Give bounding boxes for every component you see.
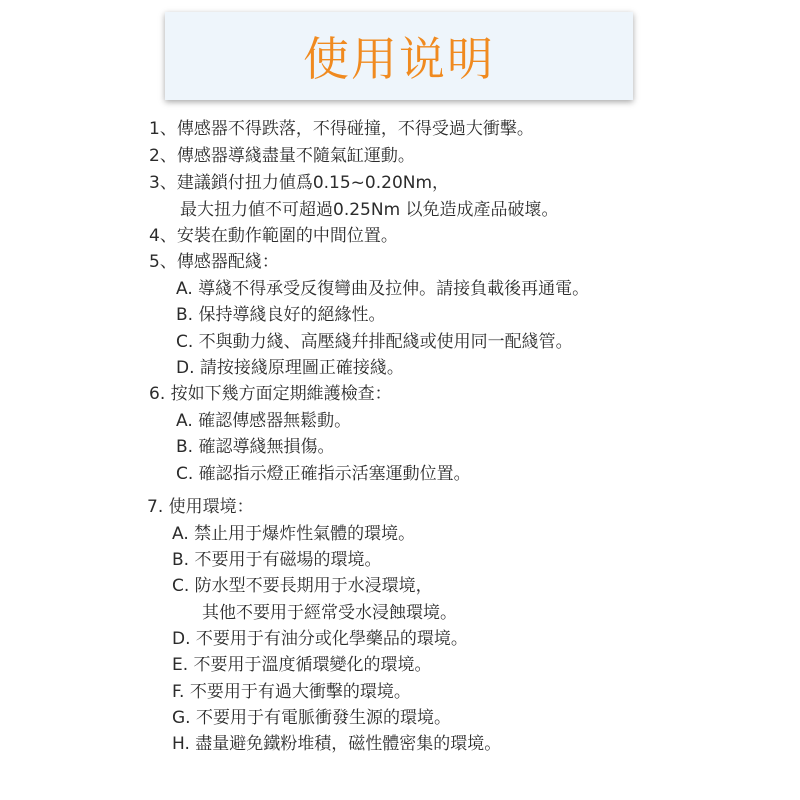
instruction-line: 6. 按如下幾方面定期維護檢查：: [149, 384, 392, 404]
instruction-line-continuation: 最大扭力値不可超過0.25Nm 以免造成產品破壞。: [180, 200, 559, 220]
sub-item-line-continuation: 其他不要用于經常受水浸蝕環境。: [202, 603, 457, 623]
instruction-line: 4、安裝在動作範圍的中間位置。: [149, 226, 398, 246]
sub-item-line: C. 不與動力綫、高壓綫幷排配綫或使用同一配綫管。: [176, 332, 573, 352]
sub-item-line: C. 確認指示燈正確指示活塞運動位置。: [176, 464, 471, 484]
title-banner: [165, 12, 633, 100]
instruction-line: 1、傳感器不得跌落，不得碰撞，不得受過大衝擊。: [149, 119, 534, 139]
sub-item-line: C. 防水型不要長期用于水浸環境，: [172, 576, 433, 596]
sub-item-line: B. 確認導綫無損傷。: [176, 437, 335, 457]
sub-item-line: B. 不要用于有磁場的環境。: [172, 550, 382, 570]
instruction-line: 7. 使用環境：: [147, 497, 254, 517]
instruction-line: 3、建議鎖付扭力値爲0.15~0.20Nm，: [149, 173, 450, 193]
sub-item-line: D. 不要用于有油分或化學藥品的環境。: [172, 629, 468, 649]
sub-item-line: E. 不要用于溫度循環變化的環境。: [172, 655, 432, 675]
sub-item-line: A. 禁止用于爆炸性氣體的環境。: [172, 524, 416, 544]
page-title: 使用说明: [303, 32, 495, 86]
sub-item-line: B. 保持導綫良好的絕緣性。: [176, 305, 386, 325]
sub-item-line: A. 導綫不得承受反復彎曲及拉伸。請接負載後再通電。: [176, 279, 590, 299]
instruction-line: 2、傳感器導綫盡量不隨氣缸運動。: [149, 146, 415, 166]
sub-item-line: D. 請按接綫原理圖正確接綫。: [176, 358, 404, 378]
sub-item-line: F. 不要用于有過大衝擊的環境。: [172, 682, 411, 702]
sub-item-line: H. 盡量避免鐵粉堆積，磁性體密集的環境。: [172, 734, 502, 754]
instruction-line: 5、傳感器配綫：: [149, 252, 279, 272]
sub-item-line: G. 不要用于有電脈衝發生源的環境。: [172, 708, 451, 728]
sub-item-line: A. 確認傳感器無鬆動。: [176, 411, 352, 431]
